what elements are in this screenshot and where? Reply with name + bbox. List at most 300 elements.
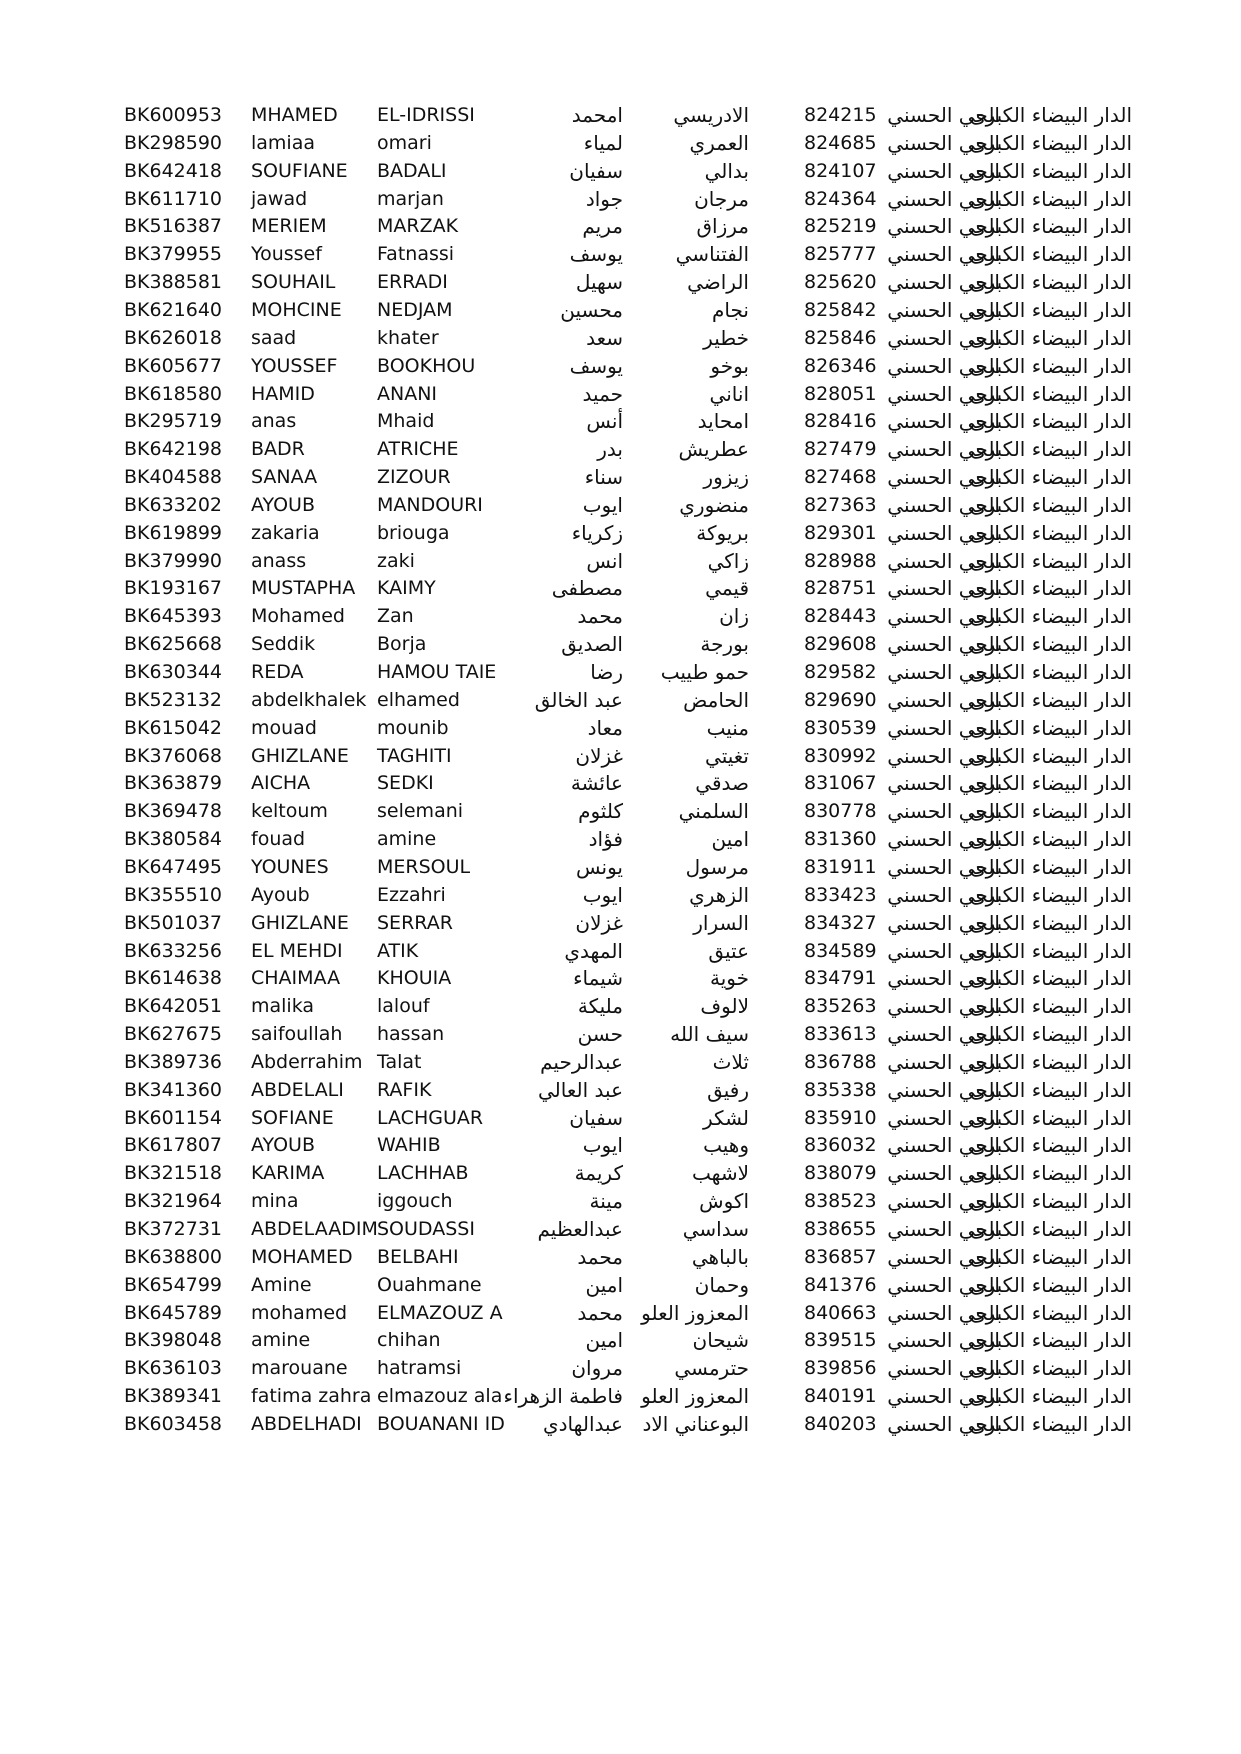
row-district: الحي الحسني — [887, 1384, 1000, 1409]
table-row — [0, 1242, 1241, 1272]
row-arabic-last-name: زاكي — [707, 548, 749, 573]
row-city-text: الدار البيضاء الكبرى — [969, 492, 1132, 517]
row-last-name: hatramsi — [377, 1357, 462, 1380]
row-last-name: Borja — [377, 633, 427, 656]
row-city-text: الدار البيضاء الكبرى — [969, 186, 1132, 211]
row-number: 826346 — [804, 354, 877, 377]
row-city-text: الدار البيضاء الكبرى — [969, 1300, 1132, 1325]
row-arabic-last-name: الزهري — [689, 882, 749, 907]
row-arabic-last-name: وحمان — [694, 1272, 749, 1297]
row-first-name: Mohamed — [251, 605, 345, 628]
table-row — [0, 406, 1241, 436]
row-number: 824107 — [804, 159, 877, 182]
row-number: 840191 — [804, 1385, 877, 1408]
row-last-name: zaki — [377, 549, 415, 572]
row-first-name: marouane — [251, 1357, 348, 1380]
row-number: 825620 — [804, 271, 877, 294]
row-first-name: fatima zahra — [251, 1385, 372, 1408]
row-city-text: الدار البيضاء الكبرى — [969, 1272, 1132, 1297]
row-number: 836032 — [804, 1134, 877, 1157]
row-district: الحي الحسني — [887, 1411, 1000, 1436]
row-arabic-first-name: جواد — [585, 186, 623, 211]
row-number: 824685 — [804, 131, 877, 154]
row-code: BK372731 — [124, 1218, 223, 1240]
row-code: BK600953 — [124, 104, 223, 126]
row-city-text: الدار البيضاء الكبرى — [969, 465, 1132, 490]
row-city — [969, 1409, 1132, 1439]
row-last-name: ERRADI — [377, 271, 448, 294]
row-city-text: الدار البيضاء الكبرى — [969, 1217, 1132, 1241]
row-arabic-first-name: مينة — [589, 1189, 623, 1214]
row-city — [969, 1325, 1132, 1355]
row-last-name: TAGHITI — [377, 744, 452, 767]
row-number: 828416 — [804, 410, 877, 433]
row-city — [969, 323, 1132, 353]
table-row — [0, 1409, 1241, 1439]
row-last-name: BOUANANI ID — [377, 1412, 505, 1435]
row-city-text: الدار البيضاء الكبرى — [969, 437, 1132, 462]
row-arabic-first-name: سفيان — [569, 158, 623, 183]
table-row — [0, 1298, 1241, 1328]
table-row — [0, 963, 1241, 993]
row-code: BK603458 — [124, 1412, 223, 1435]
row-number: 839515 — [804, 1329, 877, 1352]
row-number: 828988 — [804, 549, 877, 572]
row-city — [969, 295, 1132, 325]
row-district: الحي الحسني — [887, 270, 1000, 295]
row-number: 835263 — [804, 995, 877, 1018]
row-district: الحي الحسني — [887, 1272, 1000, 1297]
row-number: 834327 — [804, 911, 877, 934]
row-city — [969, 741, 1132, 771]
table-row — [0, 573, 1241, 603]
row-last-name: ANANI — [377, 382, 438, 405]
row-code: BK626018 — [124, 326, 223, 349]
row-city — [969, 601, 1132, 631]
row-first-name: malika — [251, 995, 315, 1018]
row-first-name: MERIEM — [251, 215, 327, 238]
row-first-name: amine — [251, 1329, 311, 1352]
row-city-text: الدار البيضاء الكبرى — [969, 1077, 1132, 1102]
row-city — [969, 490, 1132, 520]
row-number: 829608 — [804, 633, 877, 656]
row-city — [969, 211, 1132, 241]
row-arabic-first-name: المهدي — [564, 938, 623, 963]
table-row — [0, 880, 1241, 910]
row-district: الحي الحسني — [887, 1105, 1000, 1130]
row-arabic-first-name: حميد — [582, 381, 623, 406]
row-first-name: zakaria — [251, 521, 320, 544]
row-arabic-first-name: زكرياء — [571, 520, 623, 545]
row-last-name: amine — [377, 828, 437, 851]
table-row — [0, 629, 1241, 659]
row-first-name: abdelkhalek — [251, 688, 367, 711]
row-code: BK389341 — [124, 1385, 223, 1408]
row-last-name: EL-IDRISSI — [377, 104, 475, 126]
row-first-name: SOFIANE — [251, 1106, 334, 1129]
row-last-name: LACHGUAR — [377, 1106, 484, 1129]
row-last-name: NEDJAM — [377, 298, 453, 321]
row-arabic-last-name: بورجة — [700, 632, 749, 657]
row-arabic-last-name: حترمسي — [674, 1356, 749, 1381]
row-district: الحي الحسني — [887, 214, 1000, 239]
row-city-text: الدار البيضاء الكبرى — [969, 270, 1132, 295]
row-last-name: elhamed — [377, 688, 460, 711]
row-city-text: الدار البيضاء الكبرى — [969, 409, 1132, 434]
row-code: BK398048 — [124, 1329, 223, 1352]
row-district: الحي الحسني — [887, 715, 1000, 740]
row-district: الحي الحسني — [887, 409, 1000, 434]
row-district: الحي الحسني — [887, 353, 1000, 378]
row-last-name: Mhaid — [377, 410, 435, 433]
table-row — [0, 713, 1241, 743]
row-code: BK615042 — [124, 716, 223, 739]
table-row — [0, 462, 1241, 492]
table-row — [0, 128, 1241, 158]
row-code: BK627675 — [124, 1023, 223, 1046]
row-last-name: LACHHAB — [377, 1162, 469, 1185]
row-arabic-first-name: غزلان — [575, 910, 623, 935]
table-row — [0, 156, 1241, 186]
row-city — [969, 1353, 1132, 1383]
row-arabic-first-name: فؤاد — [588, 827, 623, 852]
row-arabic-last-name: سداسي — [682, 1217, 749, 1241]
row-city-text: الدار البيضاء الكبرى — [969, 576, 1132, 601]
row-first-name: GHIZLANE — [251, 744, 349, 767]
row-arabic-first-name: مصطفى — [551, 576, 623, 601]
row-city-text: الدار البيضاء الكبرى — [969, 1022, 1132, 1047]
row-last-name: Talat — [377, 1050, 422, 1073]
row-district: الحي الحسني — [887, 966, 1000, 991]
row-last-name: MARZAK — [377, 215, 459, 238]
table-row — [0, 1186, 1241, 1216]
table-row — [0, 657, 1241, 687]
row-district: الحي الحسني — [887, 1022, 1000, 1047]
row-arabic-last-name: حمو طييب — [660, 660, 749, 684]
row-arabic-first-name: انس — [586, 548, 623, 573]
row-city-text: الدار البيضاء الكبرى — [969, 1411, 1132, 1436]
row-arabic-first-name: محمد — [577, 604, 623, 629]
row-number: 833613 — [804, 1023, 877, 1046]
row-city-text: الدار البيضاء الكبرى — [969, 966, 1132, 991]
row-city-text: الدار البيضاء الكبرى — [969, 548, 1132, 573]
row-arabic-first-name: امحمد — [571, 103, 623, 127]
row-number: 828443 — [804, 605, 877, 628]
row-city — [969, 991, 1132, 1021]
row-code: BK617807 — [124, 1134, 223, 1157]
row-city — [969, 657, 1132, 687]
row-arabic-last-name: بدالي — [704, 158, 749, 183]
row-first-name: Seddik — [251, 633, 316, 656]
row-city — [969, 1130, 1132, 1160]
row-district: الحي الحسني — [887, 1328, 1000, 1353]
row-code: BK633256 — [124, 939, 223, 962]
row-district: الحي الحسني — [887, 938, 1000, 963]
table-row — [0, 239, 1241, 269]
row-last-name: iggouch — [377, 1190, 453, 1213]
row-city — [969, 1019, 1132, 1049]
row-first-name: AICHA — [251, 772, 311, 795]
row-city — [969, 713, 1132, 743]
row-number: 831067 — [804, 772, 877, 795]
row-arabic-first-name: كريمة — [574, 1161, 623, 1186]
row-district: الحي الحسني — [887, 854, 1000, 879]
row-arabic-first-name: مروان — [571, 1356, 623, 1381]
row-number: 830539 — [804, 716, 877, 739]
row-code: BK341360 — [124, 1078, 223, 1101]
row-arabic-first-name: عبدالهادي — [543, 1411, 623, 1436]
row-arabic-first-name: ايوب — [582, 492, 623, 517]
row-arabic-first-name: سعد — [586, 325, 623, 350]
row-number: 834791 — [804, 967, 877, 990]
table-row — [0, 685, 1241, 715]
row-arabic-first-name: ايوب — [582, 882, 623, 907]
row-last-name: Ouahmane — [377, 1273, 482, 1296]
row-code: BK601154 — [124, 1106, 223, 1129]
row-district: الحي الحسني — [887, 799, 1000, 824]
row-arabic-first-name: يوسف — [569, 242, 623, 267]
row-arabic-first-name: عبدالرحيم — [540, 1049, 623, 1074]
row-code: BK611710 — [124, 187, 223, 210]
row-first-name: lamiaa — [251, 131, 315, 154]
row-last-name: RAFIK — [377, 1078, 432, 1101]
row-code: BK376068 — [124, 744, 223, 767]
row-city — [969, 685, 1132, 715]
row-arabic-first-name: محمد — [577, 1300, 623, 1325]
row-code: BK379990 — [124, 549, 223, 572]
row-first-name: fouad — [251, 828, 306, 851]
row-last-name: SEDKI — [377, 772, 434, 795]
row-code: BK516387 — [124, 215, 223, 238]
row-last-name: chihan — [377, 1329, 441, 1352]
row-city — [969, 852, 1132, 882]
row-district: الحي الحسني — [887, 771, 1000, 796]
row-city-text: الدار البيضاء الكبرى — [969, 715, 1132, 740]
table-row — [0, 1047, 1241, 1077]
table-row — [0, 323, 1241, 353]
row-first-name: Youssef — [251, 243, 322, 266]
table-row — [0, 1381, 1241, 1411]
row-code: BK501037 — [124, 911, 223, 934]
row-city-text: الدار البيضاء الكبرى — [969, 353, 1132, 378]
row-district: الحي الحسني — [887, 1217, 1000, 1241]
row-arabic-first-name: محمد — [577, 1244, 623, 1269]
row-last-name: WAHIB — [377, 1134, 441, 1157]
row-city — [969, 936, 1132, 966]
row-city-text: الدار البيضاء الكبرى — [969, 799, 1132, 824]
row-arabic-last-name: نجام — [712, 297, 749, 322]
row-arabic-last-name: لاشهب — [691, 1161, 749, 1186]
row-first-name: REDA — [251, 661, 304, 683]
row-city-text: الدار البيضاء الكبرى — [969, 1328, 1132, 1353]
row-first-name: MHAMED — [251, 104, 338, 126]
table-row — [0, 991, 1241, 1021]
row-district: الحي الحسني — [887, 325, 1000, 350]
row-city — [969, 156, 1132, 186]
row-city-text: الدار البيضاء الكبرى — [969, 660, 1132, 684]
row-city-text: الدار البيضاء الكبرى — [969, 1356, 1132, 1381]
row-arabic-first-name: حسن — [577, 1022, 623, 1047]
row-district: الحي الحسني — [887, 492, 1000, 517]
row-arabic-last-name: خطير — [703, 325, 749, 350]
row-number: 825777 — [804, 243, 877, 266]
row-first-name: mohamed — [251, 1301, 348, 1324]
row-last-name: Ezzahri — [377, 883, 446, 906]
table-row — [0, 490, 1241, 520]
row-arabic-last-name: منضوري — [679, 492, 749, 517]
row-last-name: HAMOU TAIE — [377, 661, 497, 683]
row-city-text: الدار البيضاء الكبرى — [969, 103, 1132, 127]
row-last-name: SERRAR — [377, 911, 453, 934]
row-arabic-last-name: وهيب — [703, 1133, 749, 1158]
table-row — [0, 267, 1241, 297]
row-district: الحي الحسني — [887, 632, 1000, 657]
row-first-name: GHIZLANE — [251, 911, 349, 934]
row-first-name: Amine — [251, 1273, 312, 1296]
row-arabic-first-name: عبد العالي — [538, 1077, 623, 1102]
row-first-name: EL MEHDI — [251, 939, 343, 962]
row-district: الحي الحسني — [887, 242, 1000, 267]
row-last-name: khater — [377, 326, 439, 349]
row-last-name: ATRICHE — [377, 438, 459, 461]
row-arabic-last-name: المعزوز العلو — [641, 1384, 749, 1409]
row-arabic-first-name: مليكة — [577, 994, 623, 1019]
row-code: BK633202 — [124, 493, 223, 516]
row-arabic-last-name: رفيق — [707, 1077, 749, 1102]
row-city — [969, 908, 1132, 938]
row-first-name: ABDELHADI — [251, 1412, 362, 1435]
row-city-text: الدار البيضاء الكبرى — [969, 520, 1132, 545]
row-number: 839856 — [804, 1357, 877, 1380]
row-last-name: briouga — [377, 521, 450, 544]
row-arabic-first-name: عبدالعظيم — [537, 1217, 623, 1241]
row-city-text: الدار البيضاء الكبرى — [969, 1105, 1132, 1130]
row-first-name: BADR — [251, 438, 305, 461]
row-code: BK379955 — [124, 243, 223, 266]
row-number: 836788 — [804, 1050, 877, 1073]
row-number: 827468 — [804, 466, 877, 489]
row-number: 825219 — [804, 215, 877, 238]
row-arabic-last-name: بريوكة — [696, 520, 749, 545]
row-city-text: الدار البيضاء الكبرى — [969, 938, 1132, 963]
table-row — [0, 1353, 1241, 1383]
row-arabic-last-name: منيب — [706, 715, 749, 740]
row-arabic-last-name: خوية — [710, 966, 749, 991]
row-city-text: الدار البيضاء الكبرى — [969, 687, 1132, 712]
row-arabic-first-name: امين — [585, 1328, 623, 1353]
row-arabic-last-name: الفتناسي — [675, 242, 749, 267]
row-city-text: الدار البيضاء الكبرى — [969, 1049, 1132, 1074]
row-arabic-first-name: يونس — [576, 854, 623, 879]
row-city-text: الدار البيضاء الكبرى — [969, 827, 1132, 852]
row-city — [969, 768, 1132, 798]
row-last-name: MERSOUL — [377, 855, 471, 878]
table-row — [0, 1075, 1241, 1105]
row-arabic-last-name: البوعناني الاد — [642, 1411, 749, 1436]
row-city — [969, 1381, 1132, 1411]
row-first-name: SOUHAIL — [251, 271, 336, 294]
row-arabic-last-name: بوخو — [710, 353, 749, 378]
row-code: BK523132 — [124, 688, 223, 711]
row-first-name: MOHCINE — [251, 298, 342, 321]
row-last-name: ATIK — [377, 939, 419, 962]
table-row — [0, 1325, 1241, 1355]
row-city-text: الدار البيضاء الكبرى — [969, 130, 1132, 155]
row-first-name: jawad — [251, 187, 308, 210]
row-first-name: SOUFIANE — [251, 159, 348, 182]
row-arabic-first-name: فاطمة الزهراء — [503, 1384, 623, 1409]
row-number: 834589 — [804, 939, 877, 962]
row-city — [969, 379, 1132, 409]
row-arabic-first-name: الصديق — [561, 632, 623, 657]
row-code: BK625668 — [124, 633, 223, 656]
row-arabic-first-name: أنس — [586, 409, 623, 434]
table-row — [0, 295, 1241, 325]
row-city-text: الدار البيضاء الكبرى — [969, 1189, 1132, 1214]
row-number: 824215 — [804, 104, 877, 126]
row-last-name: hassan — [377, 1023, 445, 1046]
row-city-text: الدار البيضاء الكبرى — [969, 994, 1132, 1019]
row-arabic-last-name: سيف الله — [670, 1022, 749, 1047]
row-arabic-first-name: سناء — [584, 465, 623, 490]
row-first-name: ABDELALI — [251, 1078, 344, 1101]
row-arabic-last-name: زيزور — [703, 465, 749, 490]
row-arabic-last-name: السلمني — [678, 799, 749, 824]
row-first-name: saifoullah — [251, 1023, 343, 1046]
row-city — [969, 184, 1132, 214]
row-arabic-last-name: مرجان — [694, 186, 749, 211]
row-arabic-first-name: رضا — [590, 660, 623, 684]
row-code: BK638800 — [124, 1245, 223, 1268]
row-city — [969, 128, 1132, 158]
row-number: 838079 — [804, 1162, 877, 1185]
row-arabic-last-name: عتيق — [708, 938, 749, 963]
row-city-text: الدار البيضاء الكبرى — [969, 381, 1132, 406]
row-first-name: MOHAMED — [251, 1245, 353, 1268]
table-row — [0, 211, 1241, 241]
row-city — [969, 1270, 1132, 1300]
row-arabic-first-name: مريم — [582, 214, 623, 239]
table-row — [0, 1019, 1241, 1049]
row-arabic-first-name: غزلان — [575, 743, 623, 768]
row-first-name: mouad — [251, 716, 317, 739]
row-last-name: Zan — [377, 605, 414, 628]
row-last-name: omari — [377, 131, 432, 154]
row-number: 838655 — [804, 1218, 877, 1240]
row-first-name: ABDELAADIM — [251, 1218, 378, 1240]
row-number: 829301 — [804, 521, 877, 544]
row-number: 835338 — [804, 1078, 877, 1101]
row-code: BK619899 — [124, 521, 223, 544]
row-city — [969, 351, 1132, 381]
row-number: 827479 — [804, 438, 877, 461]
table-row — [0, 1214, 1241, 1244]
row-code: BK621640 — [124, 298, 223, 321]
row-number: 835910 — [804, 1106, 877, 1129]
row-arabic-first-name: عائشة — [570, 771, 623, 796]
row-city-text: الدار البيضاء الكبرى — [969, 1133, 1132, 1158]
row-district: الحي الحسني — [887, 1189, 1000, 1214]
row-last-name: Fatnassi — [377, 243, 455, 266]
row-code: BK321518 — [124, 1162, 223, 1185]
row-last-name: mounib — [377, 716, 449, 739]
row-district: الحي الحسني — [887, 381, 1000, 406]
table-row — [0, 351, 1241, 381]
row-arabic-last-name: بالباهي — [691, 1244, 749, 1269]
row-last-name: KHOUIA — [377, 967, 452, 990]
row-number: 841376 — [804, 1273, 877, 1296]
row-arabic-first-name: امين — [585, 1272, 623, 1297]
